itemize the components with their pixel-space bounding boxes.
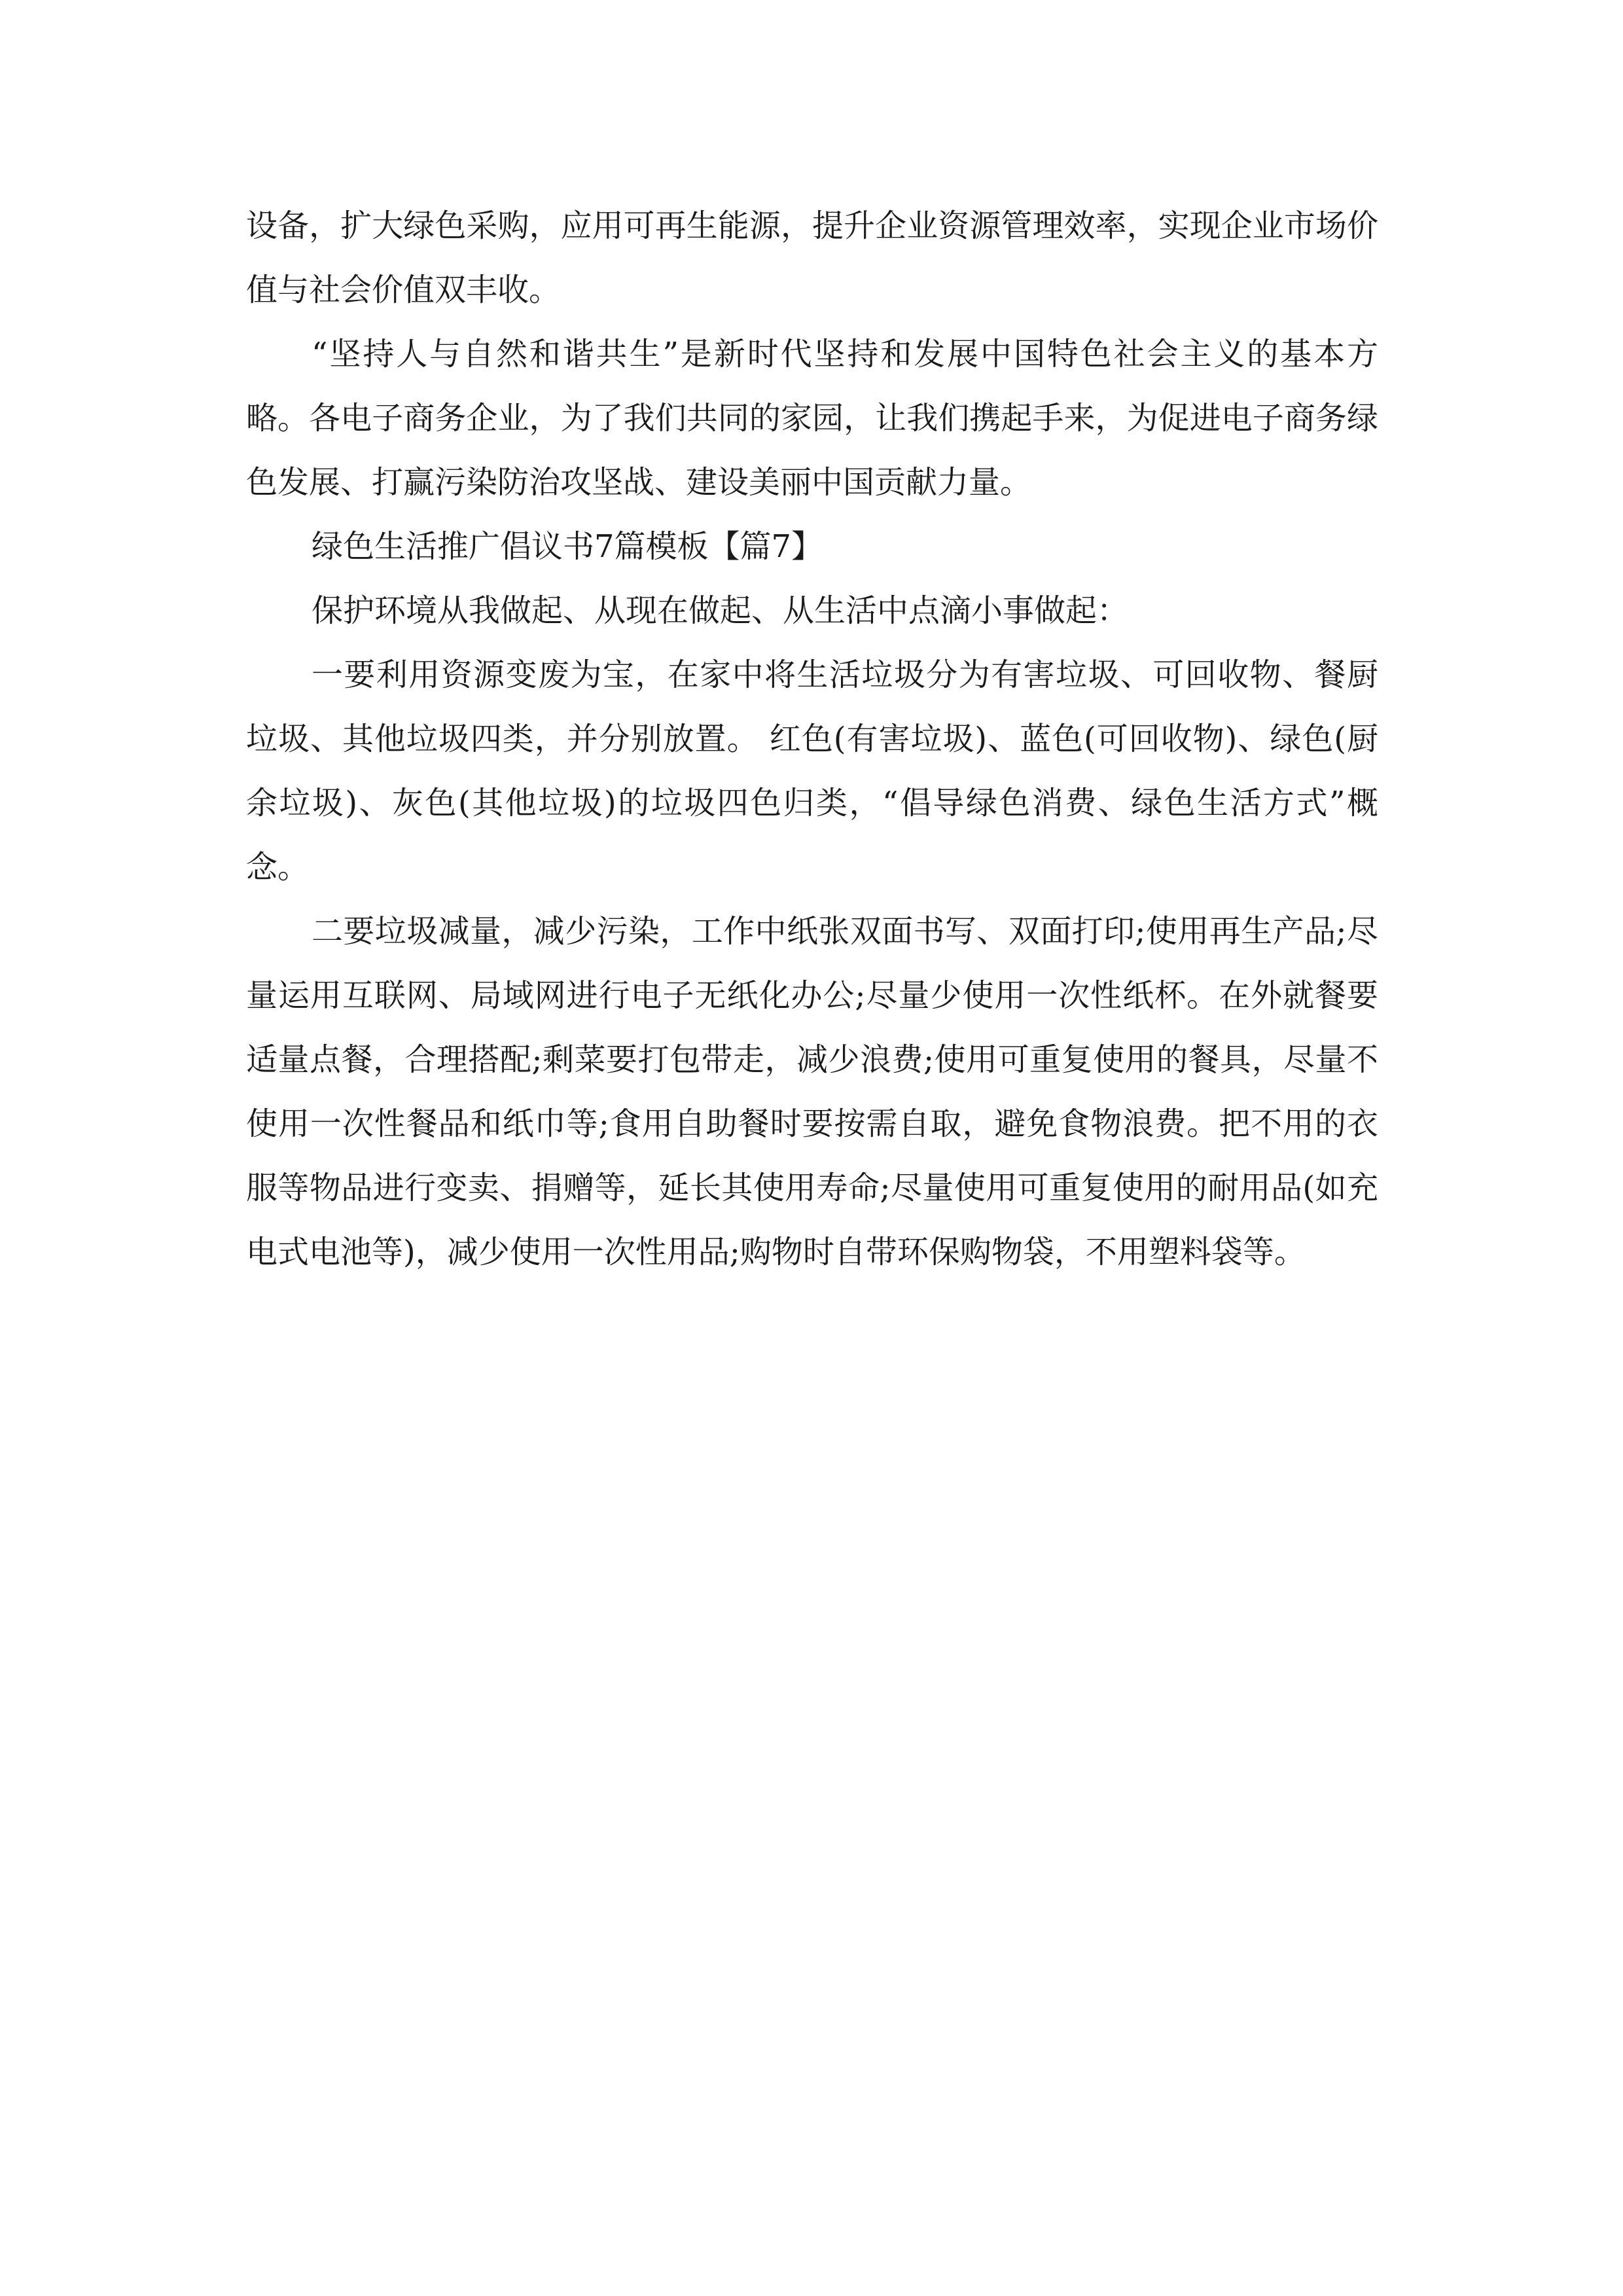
paragraph-point-two: 二要垃圾减量，减少污染，工作中纸张双面书写、双面打印;使用再生产品;尽量运用互联网、局域网进行电子无纸化办公;尽量少使用一次性纸杯。在外就餐要适量点餐，合理搭配;剩菜要打包带走，减少浪费;使用可重复使用的餐具，尽量不使用一次性餐品和纸巾等;食用自助餐时要按需自取，避免食物浪费。把不用的衣服等物品进行变卖、捐赠等，延长其使用寿命;尽量使用可重复使用的耐用品(如充电式电池等)，减少使用一次性用品;购物时自带环保购物袋，不用塑料袋等。 — [246, 913, 1378, 1270]
paragraph-continuation: 设备，扩大绿色采购，应用可再生能源，提升企业资源管理效率，实现企业市场价值与社会价值双丰收。 — [246, 207, 1378, 308]
paragraph-point-one: 一要利用资源变废为宝，在家中将生活垃圾分为有害垃圾、可回收物、餐厨垃圾、其他垃圾四类，并分别放置。 红色(有害垃圾)、蓝色(可回收物)、绿色(厨余垃圾)、灰色(其他垃圾)的垃圾四色归类，“倡导绿色消费、绿色生活方式”概念。 — [246, 656, 1378, 886]
paragraph-intro: 保护环境从我做起、从现在做起、从生活中点滴小事做起： — [312, 592, 1129, 629]
document-body — [246, 194, 1378, 1284]
paragraph-harmony: “坚持人与自然和谐共生”是新时代坚持和发展中国特色社会主义的基本方略。各电子商务企业，为了我们共同的家园，让我们携起手来，为促进电子商务绿色发展、打赢污染防治攻坚战、建设美丽中国贡献力量。 — [246, 336, 1378, 501]
section-heading: 绿色生活推广倡议书7篇模板【篇7】 — [312, 528, 823, 565]
